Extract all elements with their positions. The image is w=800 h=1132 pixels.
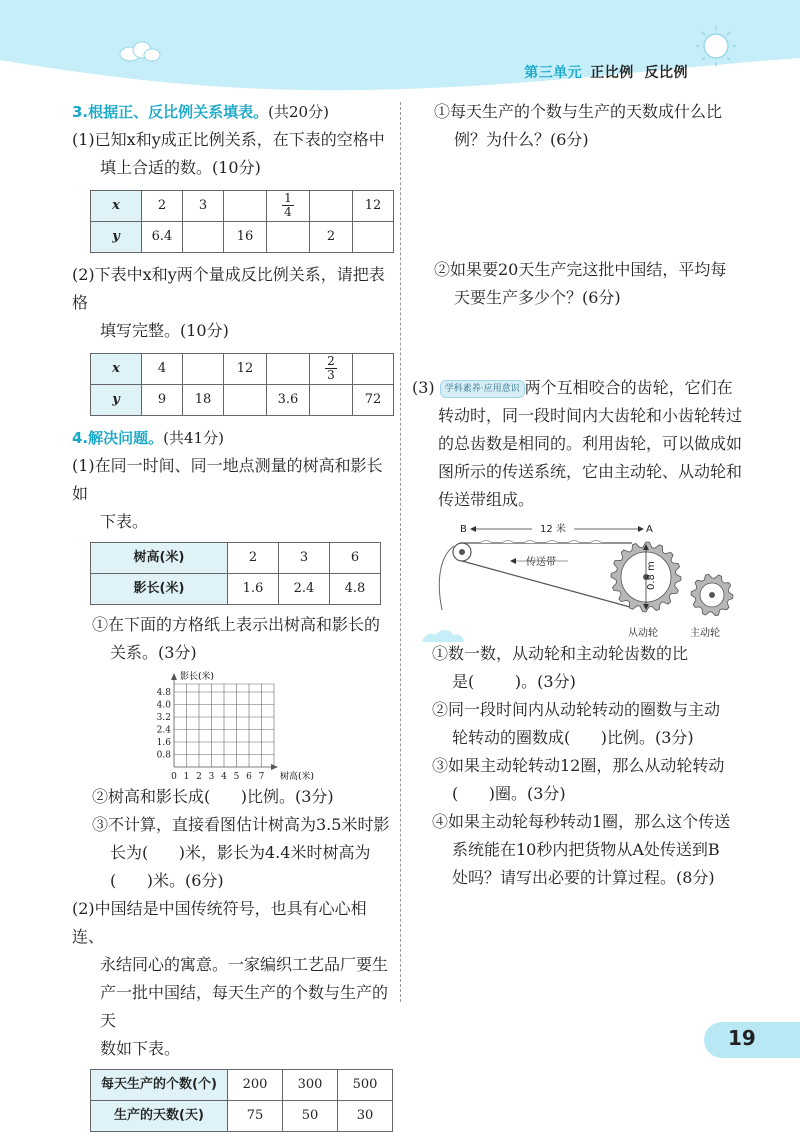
label-driver: 主动轮	[690, 628, 720, 639]
grid-xtick: 7	[258, 772, 265, 782]
grid-ytick: 4.0	[156, 700, 171, 711]
q4-p2-text2: 永结同心的寓意。一家编织工艺品厂要生	[100, 955, 389, 974]
driver-gear-icon	[691, 574, 733, 615]
q4-p3-text2: 转动时，同一段时间内大齿轮和小齿轮转过	[438, 406, 743, 425]
label-belt: 传送带	[526, 557, 556, 568]
q4-p3-text4: 图所示的传送系统，它由主动轮、从动轮和	[438, 462, 743, 481]
column-divider	[400, 102, 401, 1002]
q4-p3-s4b: 系统能在10秒内把货物从A处传送到B	[452, 840, 720, 859]
q3-p1-text: (1)已知x和y成正比例关系，在下表的空格中	[72, 130, 385, 149]
q4-p2-text1: (2)中国结是中国传统符号，也具有心心相连、	[72, 899, 367, 946]
label-b: B	[460, 524, 467, 535]
label-a: A	[646, 524, 653, 535]
fraction: $\frac{2}{3}$	[327, 354, 335, 382]
grid-ylabel: 影长(米)	[180, 672, 215, 682]
grid-xtick: 5	[233, 772, 240, 782]
q4-p3-s2a: ②同一段时间内从动轮转动的圈数与主动	[432, 700, 721, 719]
q4-p3-s2b: 轮转动的圈数成( )比例。(3分)	[452, 728, 694, 747]
q4-p1-s2: ②树高和影长成( )比例。(3分)	[92, 787, 334, 806]
grid-xtick: 2	[196, 772, 202, 782]
q4-p3-s3b: ( )圈。(3分)	[452, 784, 566, 803]
q4-p2-text3: 产一批中国结，每天生产的个数与生产的天	[100, 983, 389, 1030]
unit-label: 第三单元	[524, 65, 583, 81]
q4-p1-s3b: 长为( )米，影长为4.4米时树高为	[110, 843, 371, 862]
q4-heading: 4.解决问题。(共41分)	[72, 429, 224, 447]
q4-p1-text2: 下表。	[100, 512, 149, 531]
grid-xtick: 0	[171, 772, 177, 782]
q4-p1-s1b: 关系。(3分)	[110, 643, 197, 662]
grid-paper	[142, 669, 392, 783]
grid-xtick: 6	[246, 772, 252, 782]
q4-p3-text5: 传送带组成。	[438, 490, 535, 509]
q4-p3-s1b: 是( )。(3分)	[452, 672, 576, 691]
q4-p1-text: (1)在同一时间、同一地点测量的树高和影长如	[72, 456, 383, 503]
q4-p3-text1: (3) 学科素养·应用意识 两个互相咬合的齿轮，它们在	[412, 378, 733, 397]
gear-hub	[709, 592, 715, 598]
cloud-icon	[420, 626, 466, 644]
grid-ytick: 4.8	[156, 688, 171, 698]
label-diameter: 0.8 m	[646, 561, 657, 590]
grid-ytick: 1.6	[156, 738, 171, 748]
q3-table2: x 4 12 $\frac{2}{3}$ y 9 18 3.6 72	[90, 353, 394, 416]
q3-heading: 3.根据正、反比例关系填表。(共20分)	[72, 103, 329, 121]
left-column	[72, 98, 394, 1132]
q4-p1-s1a: ①在下面的方格纸上表示出树高和影长的	[92, 615, 381, 634]
q4-p3-s1a: ①数一数，从动轮和主动轮齿数的比	[432, 644, 689, 663]
conveyor-diagram	[432, 520, 762, 640]
topic-label: 正比例 反比例	[590, 65, 688, 81]
q4-table1: 树高(米) 2 3 6 影长(米) 1.6 2.4 4.8	[90, 542, 381, 605]
grid-xtick: 1	[183, 772, 190, 782]
header-title	[524, 62, 688, 82]
q4-p2-s2b: 天要生产多少个？(6分)	[454, 288, 621, 307]
right-column	[412, 98, 752, 892]
grid-xtick: 3	[208, 772, 215, 782]
grid-ytick: 3.2	[156, 713, 171, 723]
q3-p2-text2: 填写完整。(10分)	[100, 321, 229, 340]
page-number-tab	[704, 1022, 800, 1058]
q4-p3-s4c: 处吗？请写出必要的计算过程。(8分)	[452, 868, 715, 887]
grid-xlabel: 树高(米)	[280, 772, 315, 782]
q4-p2-text4: 数如下表。	[100, 1039, 181, 1058]
label-driven: 从动轮	[628, 628, 658, 639]
page-number: 19	[728, 1026, 756, 1050]
fraction: $\frac{1}{4}$	[284, 191, 292, 219]
grid-ytick: 2.4	[156, 725, 171, 736]
q4-p3-text3: 的总齿数是相同的。利用齿轮，可以做成如	[438, 434, 743, 453]
q4-p1-s3c: ( )米。(6分)	[110, 871, 224, 890]
q4-p2-s2a: ②如果要20天生产完这批中国结，平均每	[434, 260, 727, 279]
q4-p3-s4a: ④如果主动轮每秒转动1圈，那么这个传送	[432, 812, 731, 831]
q3-table1: x 2 3 $\frac{1}{4}$ 12 y 6.4 16 2	[90, 190, 394, 253]
q4-p2-s1b: 例？为什么？(6分)	[454, 130, 589, 149]
grid-ytick: 0.8	[156, 750, 171, 761]
q4-p3-s3a: ③如果主动轮转动12圈，那么从动轮转动	[432, 756, 725, 775]
grid-xtick: 4	[221, 772, 227, 782]
q4-p1-s3a: ③不计算，直接看图估计树高为3.5米时影	[92, 815, 390, 834]
label-length: 12 米	[540, 524, 566, 535]
literacy-badge: 学科素养·应用意识	[440, 380, 525, 398]
q3-p1-text2: 填上合适的数。(10分)	[100, 158, 261, 177]
q4-p2-s1a: ①每天生产的个数与生产的天数成什么比	[434, 102, 723, 121]
q3-p2-text: (2)下表中x和y两个量成反比例关系，请把表格	[72, 265, 385, 312]
q4-table2: 每天生产的个数(个) 200 300 500 生产的天数(天) 75 50 30	[90, 1069, 393, 1132]
